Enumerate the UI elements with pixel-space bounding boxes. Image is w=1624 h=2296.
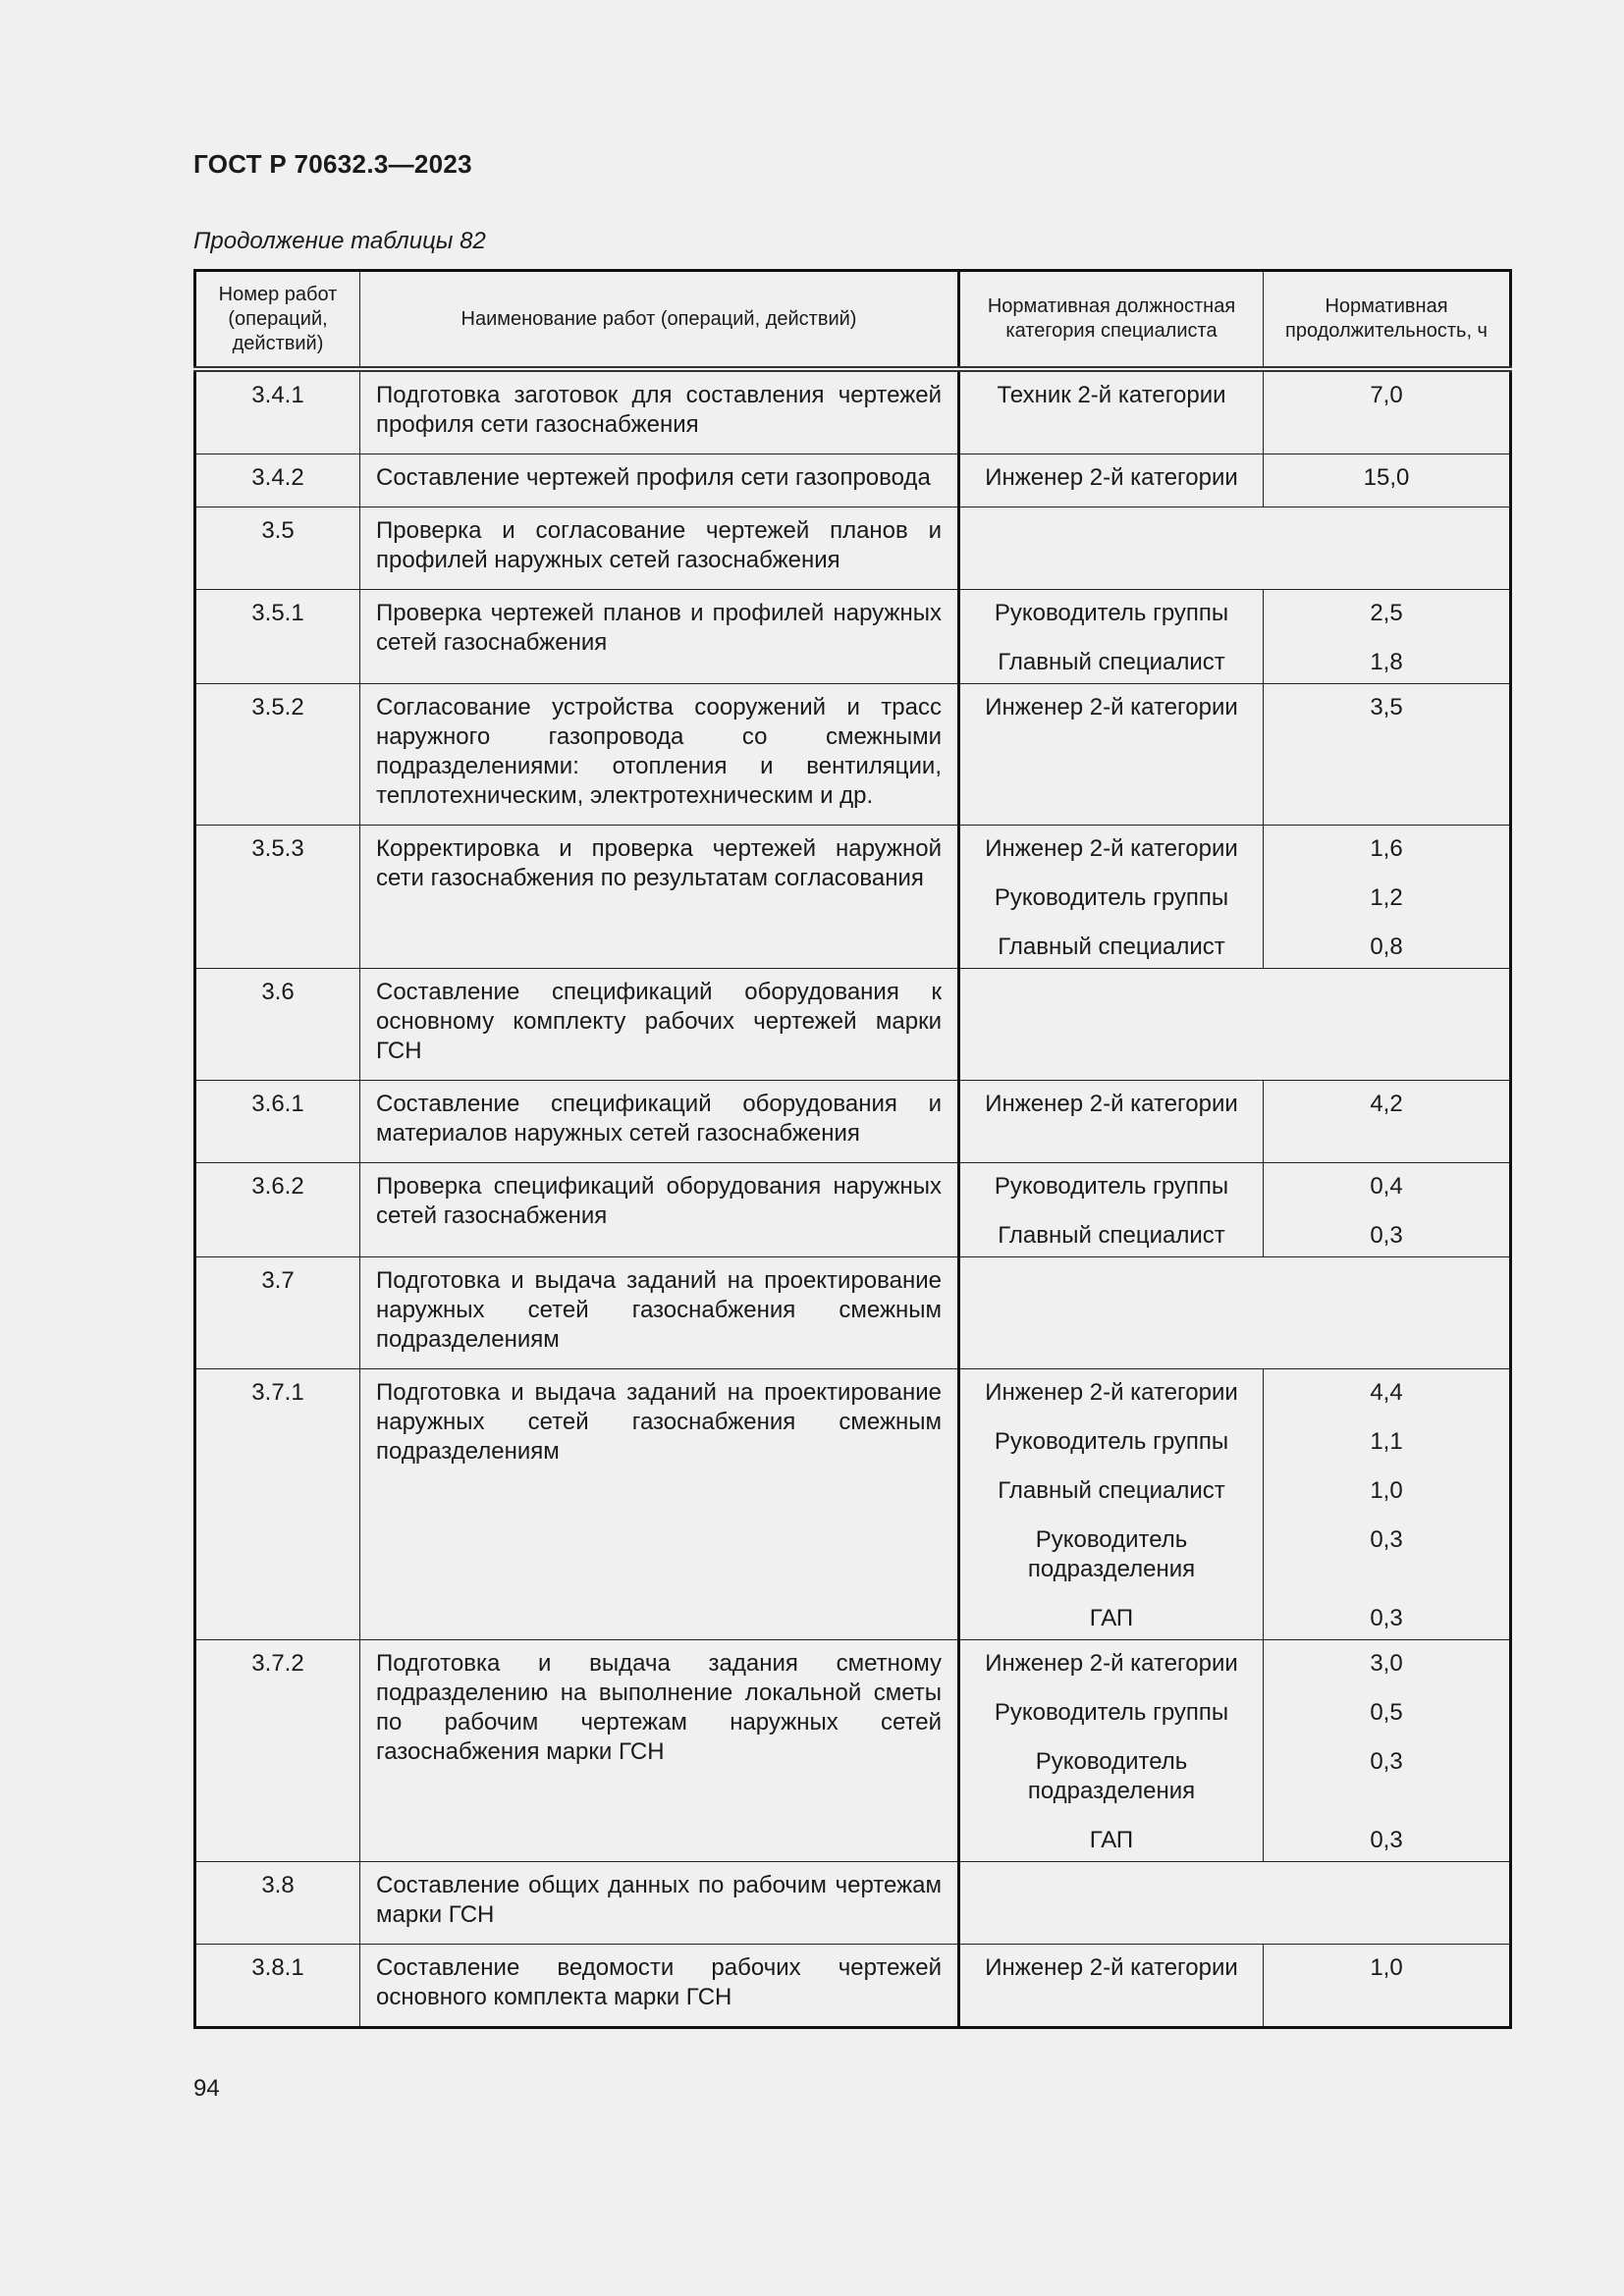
specialist-category: Главный специалист bbox=[998, 1222, 1225, 1249]
empty-merged-cell bbox=[959, 969, 1511, 1081]
work-name: Составление спецификаций оборудования и материалов наружных сетей газоснабжения bbox=[360, 1081, 959, 1163]
table-row bbox=[195, 369, 1511, 454]
header-code: Номер работ (операций, действий) bbox=[195, 271, 360, 370]
specialist-category: Инженер 2-й категории bbox=[985, 1091, 1238, 1117]
duration-cell bbox=[1264, 1369, 1511, 1640]
duration-value: 0,3 bbox=[1370, 1748, 1403, 1775]
duration-cell bbox=[1264, 1945, 1511, 2028]
work-name: Подготовка и выдача заданий на проектирование наружных сетей газоснабжения смежным подразделениям bbox=[360, 1257, 959, 1369]
specialist-category: Инженер 2-й категории bbox=[985, 464, 1238, 491]
duration-value: 15,0 bbox=[1363, 464, 1410, 491]
specialist-category: ГАП bbox=[1089, 1827, 1134, 1853]
table-caption: Продолжение таблицы 82 bbox=[193, 228, 486, 254]
specialist-cell bbox=[959, 1640, 1264, 1862]
work-code: 3.5.1 bbox=[195, 590, 360, 684]
duration-value: 3,5 bbox=[1370, 694, 1403, 721]
table-row bbox=[195, 454, 1511, 507]
specialist-category: Руководитель подразделения bbox=[1027, 1526, 1196, 1582]
duration-value: 1,0 bbox=[1370, 1477, 1403, 1504]
table-body bbox=[195, 369, 1511, 2028]
specialist-category: Техник 2-й категории bbox=[997, 382, 1226, 408]
empty-merged-cell bbox=[959, 1257, 1511, 1369]
work-name: Проверка и согласование чертежей планов и профилей наружных сетей газоснабжения bbox=[360, 507, 959, 590]
work-name: Проверка спецификаций оборудования наружных сетей газоснабжения bbox=[360, 1163, 959, 1257]
table-header-row bbox=[195, 271, 1511, 370]
duration-value: 0,5 bbox=[1370, 1699, 1403, 1726]
specialist-cell bbox=[959, 826, 1264, 969]
specialist-cell bbox=[959, 1163, 1264, 1257]
specialist-cell bbox=[959, 1945, 1264, 2028]
table-row bbox=[195, 1257, 1511, 1369]
work-code: 3.7.2 bbox=[195, 1640, 360, 1862]
specialist-category: Руководитель группы bbox=[994, 1173, 1229, 1200]
table-row bbox=[195, 1369, 1511, 1640]
specialist-category: Руководитель группы bbox=[994, 884, 1229, 911]
specialist-cell bbox=[959, 684, 1264, 826]
work-code: 3.6 bbox=[195, 969, 360, 1081]
header-duration: Нормативная продолжительность, ч bbox=[1264, 271, 1511, 370]
work-code: 3.5.3 bbox=[195, 826, 360, 969]
duration-value: 1,1 bbox=[1370, 1428, 1403, 1455]
specialist-cell bbox=[959, 1081, 1264, 1163]
duration-value: 2,5 bbox=[1370, 600, 1403, 626]
header-name: Наименование работ (операций, действий) bbox=[360, 271, 959, 370]
page-number: 94 bbox=[193, 2075, 220, 2102]
duration-value: 1,6 bbox=[1370, 835, 1403, 862]
duration-cell bbox=[1264, 684, 1511, 826]
table-row bbox=[195, 969, 1511, 1081]
duration-value: 1,0 bbox=[1370, 1954, 1403, 1981]
specialist-cell bbox=[959, 1369, 1264, 1640]
table-row bbox=[195, 1163, 1511, 1257]
work-code: 3.4.1 bbox=[195, 369, 360, 454]
work-name: Согласование устройства сооружений и трасс наружного газопровода со смежными подразделениями: отопления и вентиляции, теплотехническим, электротехническим и др. bbox=[360, 684, 959, 826]
specialist-category: Главный специалист bbox=[998, 1477, 1225, 1504]
duration-value: 1,8 bbox=[1370, 649, 1403, 675]
specialist-category: Главный специалист bbox=[998, 649, 1225, 675]
work-code: 3.5.2 bbox=[195, 684, 360, 826]
table-row bbox=[195, 1945, 1511, 2028]
work-name: Подготовка заготовок для составления чертежей профиля сети газоснабжения bbox=[360, 369, 959, 454]
work-name: Составление ведомости рабочих чертежей основного комплекта марки ГСН bbox=[360, 1945, 959, 2028]
duration-cell bbox=[1264, 369, 1511, 454]
specialist-cell bbox=[959, 454, 1264, 507]
table-row bbox=[195, 1081, 1511, 1163]
duration-cell bbox=[1264, 1081, 1511, 1163]
duration-value: 3,0 bbox=[1370, 1650, 1403, 1677]
specialist-category: Инженер 2-й категории bbox=[985, 1379, 1238, 1406]
specialist-category: ГАП bbox=[1089, 1605, 1134, 1631]
work-code: 3.7.1 bbox=[195, 1369, 360, 1640]
specialist-category: Инженер 2-й категории bbox=[985, 835, 1238, 862]
duration-value: 0,3 bbox=[1370, 1827, 1403, 1853]
norms-table bbox=[193, 269, 1512, 2029]
duration-value: 4,2 bbox=[1370, 1091, 1403, 1117]
duration-value: 0,3 bbox=[1370, 1605, 1403, 1631]
table-row bbox=[195, 1862, 1511, 1945]
work-code: 3.7 bbox=[195, 1257, 360, 1369]
work-name: Составление спецификаций оборудования к основному комплекту рабочих чертежей марки ГСН bbox=[360, 969, 959, 1081]
work-code: 3.5 bbox=[195, 507, 360, 590]
table-row bbox=[195, 507, 1511, 590]
duration-cell bbox=[1264, 826, 1511, 969]
duration-cell bbox=[1264, 1163, 1511, 1257]
work-code: 3.8.1 bbox=[195, 1945, 360, 2028]
duration-value: 0,8 bbox=[1370, 934, 1403, 960]
work-name: Составление чертежей профиля сети газопровода bbox=[360, 454, 959, 507]
specialist-category: Главный специалист bbox=[998, 934, 1225, 960]
specialist-category: Инженер 2-й категории bbox=[985, 694, 1238, 721]
specialist-category: Руководитель подразделения bbox=[1027, 1748, 1196, 1804]
work-code: 3.8 bbox=[195, 1862, 360, 1945]
work-name: Подготовка и выдача задания сметному подразделению на выполнение локальной сметы по рабочим чертежам наружных сетей газоснабжения марки ГСН bbox=[360, 1640, 959, 1862]
table-row bbox=[195, 1640, 1511, 1862]
table-row bbox=[195, 590, 1511, 684]
header-specialist: Нормативная должностная категория специалиста bbox=[959, 271, 1264, 370]
specialist-category: Руководитель группы bbox=[994, 600, 1229, 626]
work-code: 3.6.2 bbox=[195, 1163, 360, 1257]
empty-merged-cell bbox=[959, 507, 1511, 590]
work-name: Составление общих данных по рабочим чертежам марки ГСН bbox=[360, 1862, 959, 1945]
duration-cell bbox=[1264, 590, 1511, 684]
specialist-category: Инженер 2-й категории bbox=[985, 1650, 1238, 1677]
empty-merged-cell bbox=[959, 1862, 1511, 1945]
duration-value: 7,0 bbox=[1370, 382, 1403, 408]
duration-cell bbox=[1264, 1640, 1511, 1862]
duration-value: 0,3 bbox=[1370, 1222, 1403, 1249]
duration-value: 4,4 bbox=[1370, 1379, 1403, 1406]
work-name: Проверка чертежей планов и профилей наружных сетей газоснабжения bbox=[360, 590, 959, 684]
work-code: 3.4.2 bbox=[195, 454, 360, 507]
table-row bbox=[195, 684, 1511, 826]
standard-designation: ГОСТ Р 70632.3—2023 bbox=[193, 149, 472, 179]
specialist-cell bbox=[959, 590, 1264, 684]
duration-value: 0,4 bbox=[1370, 1173, 1403, 1200]
duration-cell bbox=[1264, 454, 1511, 507]
specialist-category: Руководитель группы bbox=[994, 1428, 1229, 1455]
work-name: Корректировка и проверка чертежей наружной сети газоснабжения по результатам согласования bbox=[360, 826, 959, 969]
table-row bbox=[195, 826, 1511, 969]
specialist-category: Руководитель группы bbox=[994, 1699, 1229, 1726]
work-code: 3.6.1 bbox=[195, 1081, 360, 1163]
work-name: Подготовка и выдача заданий на проектирование наружных сетей газоснабжения смежным подразделениям bbox=[360, 1369, 959, 1640]
specialist-category: Инженер 2-й категории bbox=[985, 1954, 1238, 1981]
duration-value: 1,2 bbox=[1370, 884, 1403, 911]
duration-value: 0,3 bbox=[1370, 1526, 1403, 1553]
specialist-cell bbox=[959, 369, 1264, 454]
